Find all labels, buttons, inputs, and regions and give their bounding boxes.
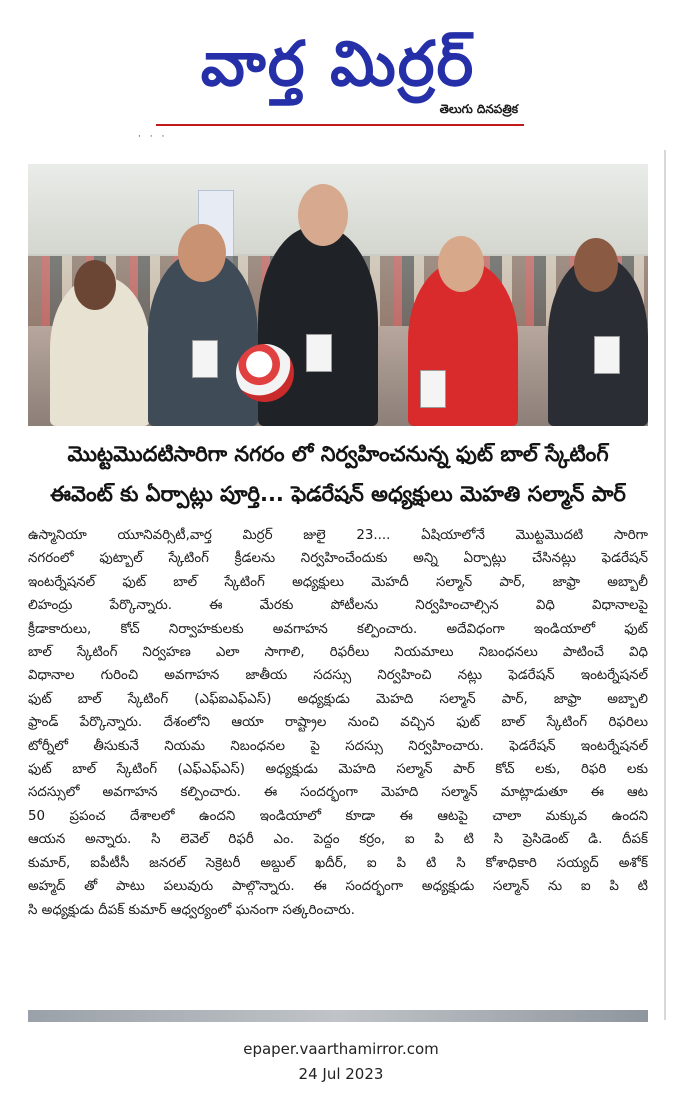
- photo-lanyard-badge: [192, 340, 218, 378]
- body-line: టోర్నీలో తీసుకునే నియమ నిబంధనల పై సదస్సు నిర్వహించారు. ఫెడరేషన్ ఇంటర్నేషనల్: [28, 738, 648, 754]
- article-headline: [28, 434, 648, 514]
- column-divider: [664, 150, 666, 1020]
- photo-lanyard-badge: [420, 370, 446, 408]
- body-line: సి అధ్యక్షుడు దీపక్ కుమార్ ఆధ్వర్యంలో ఘనంగా సత్కరించారు.: [28, 902, 355, 918]
- photo-head-1: [74, 260, 116, 310]
- top-fragment-text: · · ·: [138, 132, 168, 142]
- photo-head-5: [574, 238, 618, 292]
- body-line: 50 ప్రపంచ దేశాలలో ఉందని ఇండియాలో కూడా ఈ ఆటపై చాలా మక్కువ ఉందని: [28, 808, 648, 824]
- masthead: [150, 18, 530, 130]
- article-body: [28, 524, 648, 922]
- article-photo: [28, 164, 648, 426]
- body-line: అహ్మద్ తో పాటు పలువురు పాల్గొన్నారు. ఈ సందర్భంగా అధ్యక్షుడు సల్మాన్ ను ఐ పి టి: [28, 879, 648, 895]
- body-line: ఉస్మానియా యూనివర్సిటీ,వార్త మిర్రర్ జులై 23.... ఏషియాలోనే మొట్టమొదటి సారిగా: [28, 528, 648, 543]
- body-line: ఇంటర్నేషనల్ ఫుట్ బాల్ స్కేటింగ్ అధ్యక్షులు మెహదీ సల్మాన్ పార్, జాఫ్రా అబ్బాలీ: [28, 574, 648, 590]
- photo-head-3: [298, 184, 348, 246]
- body-line: ఫుట్ బాల్ స్కేటింగ్ (ఎఫ్ఎఫ్ఎస్) అధ్యక్షుడు మెహది సల్మాన్ పార్ కోచ్ లకు, రిఫరి లకు: [28, 762, 648, 778]
- body-line: విధానాల గురించి అవగాహన జాతీయ సదస్సు నిర్వహించి నట్లు ఫెడరేషన్ ఇంటర్నేషనల్: [28, 668, 648, 684]
- photo-lanyard-badge: [306, 334, 332, 372]
- masthead-divider: [156, 124, 524, 126]
- footer-website: epaper.vaarthamirror.com: [243, 1040, 439, 1058]
- body-line: బాల్ స్కేటింగ్ నిర్వహణ ఎలా సాగాలి, రిఫరీలు నియమాలు నిబంధనలు పాటించే విధి: [28, 645, 648, 661]
- body-line: ఆయన అన్నారు. సి లెవెల్ రిఫరీ ఎం. పెద్దం కర్రం, ఐ పి టి సి ప్రెసిడెంట్ డి. దీపక్: [28, 832, 648, 848]
- newspaper-logo: వార్త మిర్రర్: [200, 27, 476, 100]
- photo-head-4: [438, 236, 484, 292]
- photo-football: [236, 344, 294, 402]
- headline-line-2: ఈవెంట్ కు ఏర్పాట్లు పూర్తి... ఫెడరేషన్ అధ్యక్షులు మెహతి సల్మాన్ పార్: [50, 482, 626, 506]
- headline-line-1: మొట్టమొదటిసారిగా నగరం లో నిర్వహించనున్న ఫుట్ బాల్ స్కేటింగ్: [67, 442, 609, 466]
- newspaper-tagline: తెలుగు దినపత్రిక: [439, 102, 518, 116]
- body-line: లిహంద్రు పేర్కొన్నారు. ఈ మేరకు పోటీలను నిర్వహించాల్సిన విధి విధానాలపై: [28, 598, 648, 614]
- footer-date: 24 Jul 2023: [298, 1065, 384, 1083]
- photo-head-2: [178, 224, 226, 282]
- body-line: క్రీడాకారులు, కోచ్ నిర్వాహకులకు అవగాహన కల్పించారు. అదేవిధంగా ఇండియాలో ఫుట్: [28, 621, 648, 637]
- body-line: ఫుట్ బాల్ స్కేటింగ్ (ఎఫ్ఐఎఫ్ఎస్) అధ్యక్షుడు మెహది సల్మాన్ పార్, జాఫ్రా అబ్బాలి: [28, 691, 648, 707]
- body-line: ఫ్రాండ్ పేర్కొన్నారు. దేశంలోని ఆయా రాష్ట్రాల నుంచి వచ్చిన ఫుట్ బాల్ స్కేటింగ్ రిఫరిలు: [28, 715, 648, 731]
- body-line: నగరంలో ఫుట్బాల్ స్కేటింగ్ క్రీడలను నిర్వహించేందుకు అన్ని ఏర్పాట్లు చేసినట్లు ఫెడరేషన్: [28, 551, 648, 567]
- body-line: సదస్సులో అవగాహన కల్పించారు. ఈ సందర్భంగా మెహది సల్మాన్ మాట్లాడుతూ ఈ ఆట: [28, 785, 648, 801]
- article: [28, 164, 648, 922]
- photo-lanyard-badge: [594, 336, 620, 374]
- body-line: కుమార్, ఐపీటీసీ జనరల్ సెక్రెటరీ అబ్దుల్ ఖదీర్, ఐ పి టి సి కోశాధికారి సయ్యద్ అశోక్: [28, 855, 648, 871]
- next-article-photo-edge: [28, 1010, 648, 1022]
